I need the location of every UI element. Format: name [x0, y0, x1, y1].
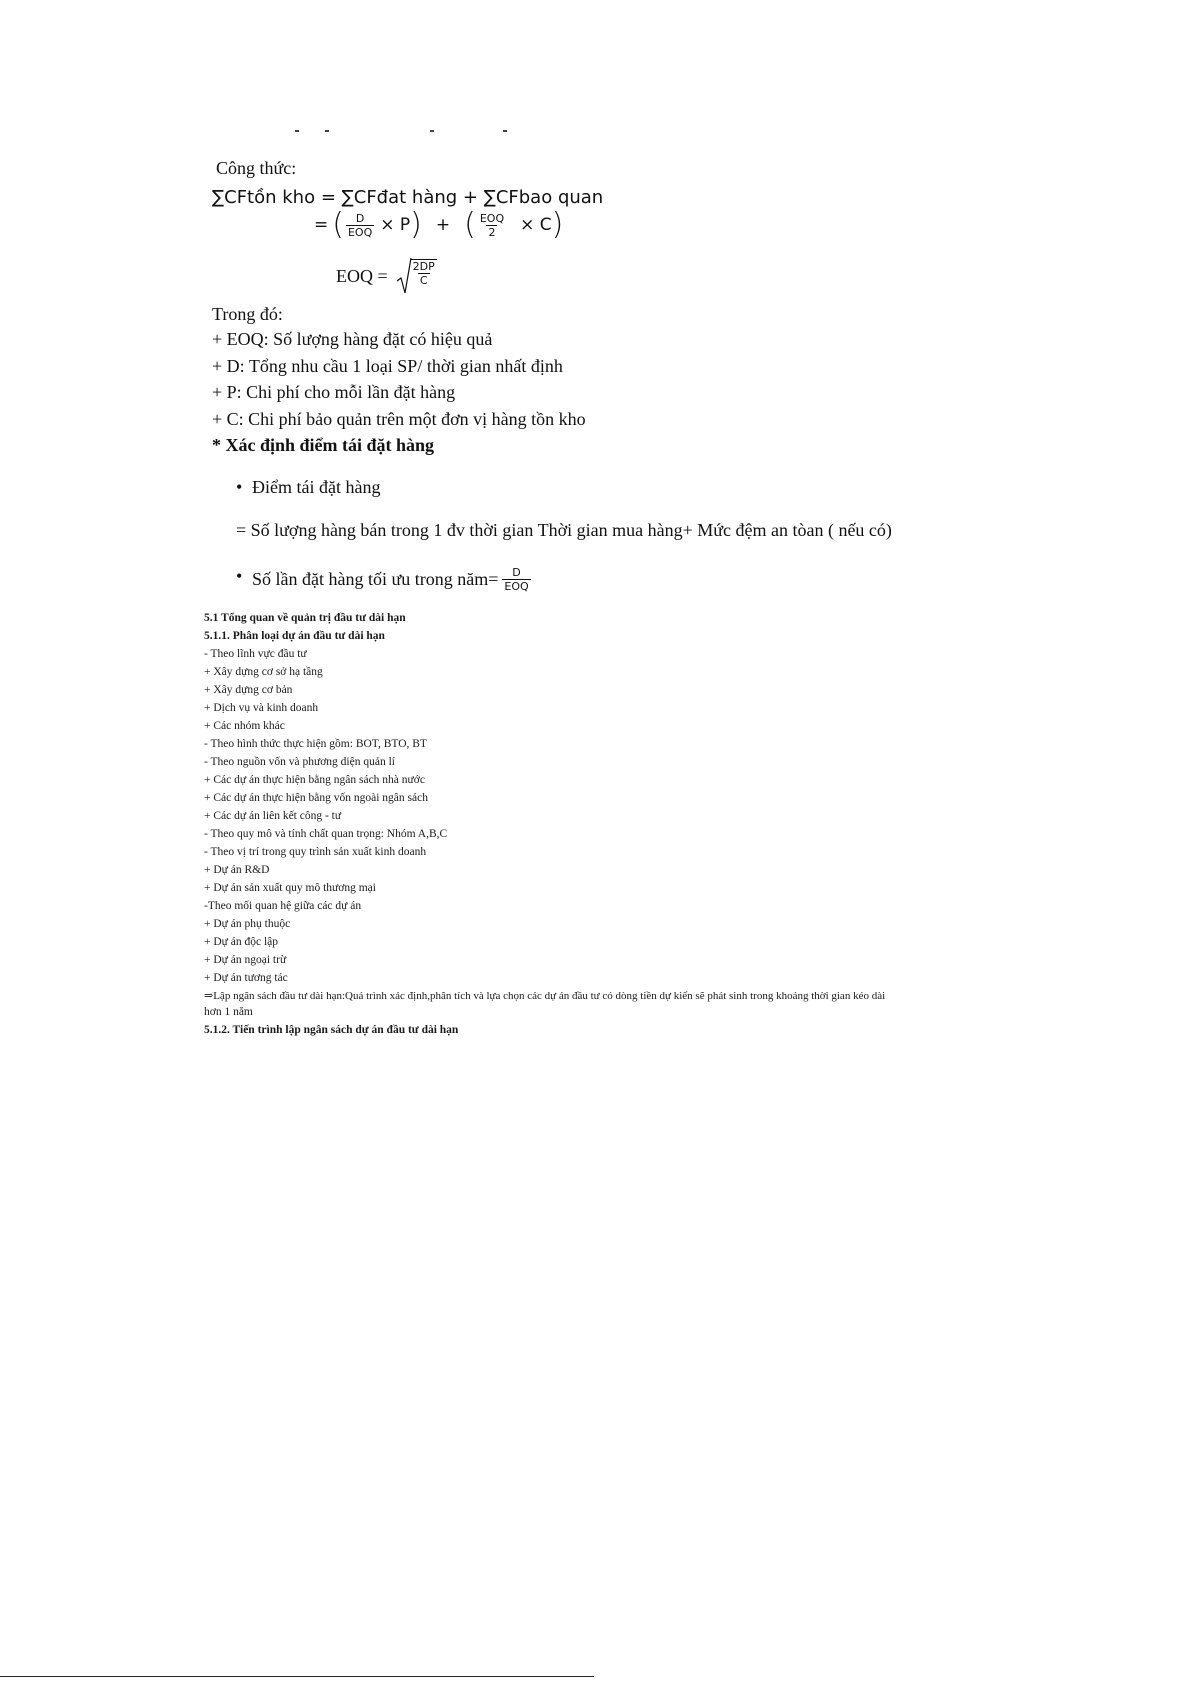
list-item: - Theo vị trí trong quy trình sản xuất kinh doanh [204, 846, 427, 858]
list-item: + Dự án phụ thuộc [204, 918, 291, 930]
definition-d: + D: Tổng nhu cầu 1 loại SP/ thời gian nhất định [212, 356, 563, 376]
footer-divider [0, 1676, 594, 1677]
bullet-optimal-orders [252, 566, 533, 593]
equals-sign: = [314, 215, 329, 235]
section-5-1-1-title: 5.1.1. Phân loại dự án đầu tư dài hạn [204, 630, 385, 642]
section-5-1-title: 5.1 Tổng quan về quản trị đầu tư dài hạn [204, 612, 406, 624]
list-item: + Các dự án thực hiện bằng ngân sách nhà nước [204, 774, 425, 786]
fraction-d-over-eoq-2: $\frac{D}{\text{EOQ}}$ [504, 566, 529, 593]
trong-do-label: Trong đó: [212, 304, 283, 324]
list-item: - Theo hình thức thực hiện gồm: BOT, BTO, BT [204, 738, 427, 750]
term2-rest: × C [520, 215, 552, 235]
list-item: + Xây dựng cơ sở hạ tầng [204, 666, 323, 678]
list-item: + Dự án ngoại trừ [204, 954, 287, 966]
list-item: - Theo lĩnh vực đầu tư [204, 648, 307, 660]
bullet-reorder-point: • Điểm tái đặt hàng [252, 477, 380, 498]
formula-heading: Công thức: [216, 158, 297, 178]
reorder-heading: * Xác định điểm tái đặt hàng [212, 435, 435, 455]
fraction-2dp-over-c: $\frac{2DP}{C}$ [412, 260, 435, 287]
section-5-1-2-title: 5.1.2. Tiến trình lập ngân sách dự án đầu tư dài hạn [204, 1024, 459, 1036]
eoq-formula [336, 257, 439, 295]
total-cost-formula: ∑CFtồn kho = ∑CFđat hàng + ∑CFbao quan [212, 187, 604, 208]
list-item: + Dự án R&D [204, 864, 270, 876]
definition-p: + P: Chi phí cho mỗi lần đặt hàng [212, 382, 456, 402]
list-item: + Các dự án liên kết công - tư [204, 810, 342, 822]
plus-sign: + [435, 215, 451, 235]
list-item: + Các dự án thực hiện bằng vốn ngoài ngân sách [204, 792, 428, 804]
term1-rest: × P [380, 215, 411, 235]
list-item: - Theo nguồn vốn và phương diện quản lí [204, 756, 395, 768]
fraction-eoq-over-2: $\frac{\text{EOQ}}{2}$ [479, 211, 505, 239]
reorder-formula: = Số lượng hàng bán trong 1 đv thời gian Thời gian mua hàng+ Mức đệm an tòan ( nếu có) [236, 520, 892, 540]
definition-c: + C: Chi phí bảo quản trên một đơn vị hàng tồn kho [212, 409, 586, 429]
optimal-orders-label: • Số lần đặt hàng tối ưu trong năm= [252, 569, 499, 589]
list-item: + Xây dựng cơ bản [204, 684, 293, 696]
conclusion-line-2: hơn 1 năm [204, 1006, 253, 1018]
eoq-label: EOQ = [336, 265, 388, 286]
definition-eoq: + EOQ: Số lượng hàng đặt có hiệu quả [212, 329, 493, 349]
list-item: - Theo quy mô và tính chất quan trọng: Nhóm A,B,C [204, 828, 448, 840]
square-root-icon [396, 257, 412, 295]
list-item: + Dịch vụ và kinh doanh [204, 702, 319, 714]
fraction-d-over-eoq: $\frac{D}{\text{EOQ}}$ [347, 211, 373, 239]
conclusion-line-1: ⇒Lập ngân sách đầu tư dài hạn:Quá trình xác định,phân tích và lựa chọn các dự án đầu tư có dòng tiền dự kiến sẽ phát sinh trong khoảng thời gian kéo dài [204, 990, 886, 1002]
list-item: + Dự án độc lập [204, 936, 279, 948]
list-item: + Dự án tương tác [204, 972, 288, 984]
total-cost-expansion: = ( $\frac{D}{\text{EOQ}}$ × P ) + ( $\frac{\text{EOQ}}{2}$ × C ) [314, 207, 564, 242]
list-item: -Theo mối quan hệ giữa các dự án [204, 900, 362, 912]
list-item: + Dự án sản xuất quy mô thương mại [204, 882, 376, 894]
list-item: + Các nhóm khác [204, 720, 285, 732]
